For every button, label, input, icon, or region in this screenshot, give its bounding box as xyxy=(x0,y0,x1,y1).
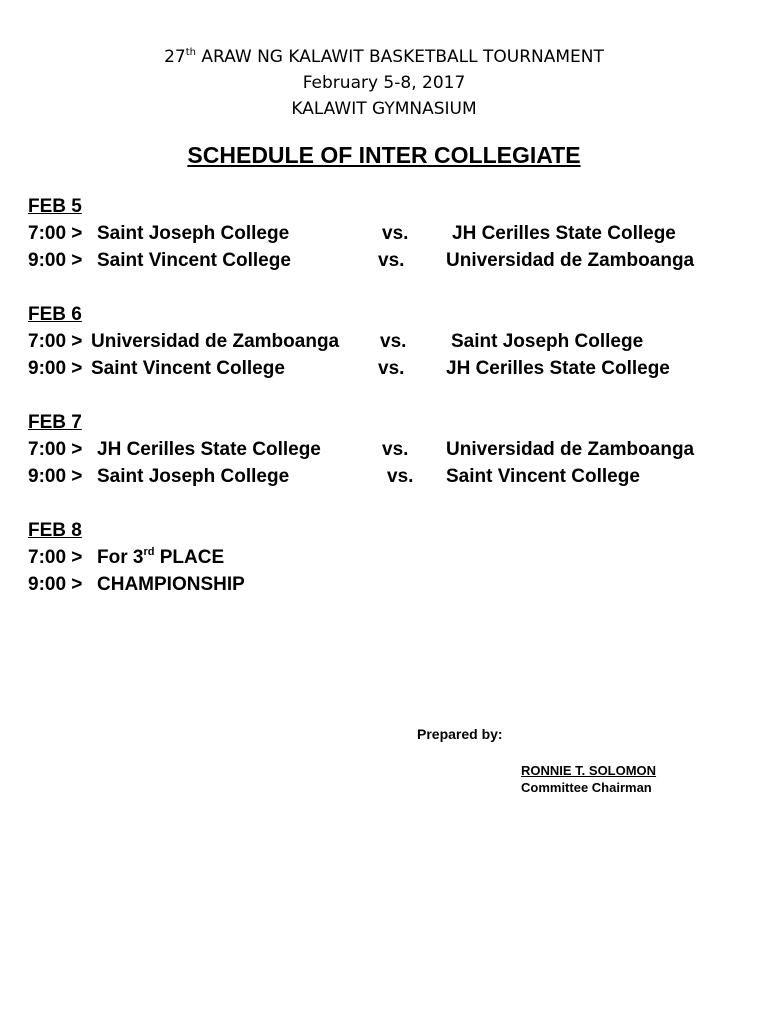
away-team: Saint Vincent College xyxy=(446,466,640,487)
prepared-by-label: Prepared by: xyxy=(417,726,503,742)
home-team: Saint Joseph College xyxy=(97,466,290,487)
schedule-title: SCHEDULE OF INTER COLLEGIATE xyxy=(187,142,581,168)
game-row xyxy=(28,220,748,247)
home-team: JH Cerilles State College xyxy=(97,439,321,460)
versus-label: vs. xyxy=(382,223,409,244)
game-row xyxy=(28,247,748,274)
schedule-list xyxy=(28,193,748,625)
day-label: FEB 6 xyxy=(28,304,82,325)
game-time: 7:00 > xyxy=(28,223,83,244)
home-team: Saint Vincent College xyxy=(97,250,291,271)
game-row xyxy=(28,355,748,382)
tournament-name: ARAW NG KALAWIT BASKETBALL TOURNAMENT xyxy=(201,47,604,67)
document-header xyxy=(0,44,768,122)
away-team: JH Cerilles State College xyxy=(446,358,670,379)
game-time: 9:00 > xyxy=(28,466,83,487)
day-label: FEB 5 xyxy=(28,196,82,217)
tournament-title xyxy=(0,44,768,70)
event-ordinal-suffix: rd xyxy=(143,546,155,558)
day-label: FEB 7 xyxy=(28,412,82,433)
versus-label: vs. xyxy=(387,466,414,487)
event-prefix: For 3 xyxy=(97,547,144,568)
game-time: 7:00 > xyxy=(28,439,83,460)
home-team: Universidad de Zamboanga xyxy=(91,331,340,352)
day-feb-5 xyxy=(28,193,748,274)
tournament-venue: KALAWIT GYMNASIUM xyxy=(291,99,477,119)
home-team: Saint Vincent College xyxy=(91,358,285,379)
signatory xyxy=(521,762,656,796)
game-row xyxy=(28,544,748,571)
home-team: Saint Joseph College xyxy=(97,223,290,244)
tournament-dates: February 5-8, 2017 xyxy=(302,73,466,93)
signatory-name: RONNIE T. SOLOMON xyxy=(521,763,657,778)
game-time: 7:00 > xyxy=(28,331,83,352)
championship-event: CHAMPIONSHIP xyxy=(97,574,245,595)
event-rest: PLACE xyxy=(154,547,225,568)
day-feb-6 xyxy=(28,301,748,382)
away-team: Saint Joseph College xyxy=(451,331,644,352)
third-place-event xyxy=(97,544,224,571)
day-label: FEB 8 xyxy=(28,520,82,541)
game-time: 9:00 > xyxy=(28,250,83,271)
away-team: Universidad de Zamboanga xyxy=(446,439,695,460)
game-row xyxy=(28,571,748,598)
versus-label: vs. xyxy=(382,439,409,460)
versus-label: vs. xyxy=(380,331,407,352)
game-row xyxy=(28,436,748,463)
game-row xyxy=(28,328,748,355)
day-feb-7 xyxy=(28,409,748,490)
day-feb-8 xyxy=(28,517,748,598)
tournament-ordinal-suffix: th xyxy=(185,47,196,58)
game-time: 9:00 > xyxy=(28,358,83,379)
away-team: Universidad de Zamboanga xyxy=(446,250,695,271)
versus-label: vs. xyxy=(378,358,405,379)
tournament-ordinal-number: 27 xyxy=(164,47,186,67)
game-time: 9:00 > xyxy=(28,574,83,595)
game-row xyxy=(28,463,748,490)
versus-label: vs. xyxy=(378,250,405,271)
game-time: 7:00 > xyxy=(28,547,83,568)
signatory-role: Committee Chairman xyxy=(521,780,652,795)
away-team: JH Cerilles State College xyxy=(452,223,676,244)
